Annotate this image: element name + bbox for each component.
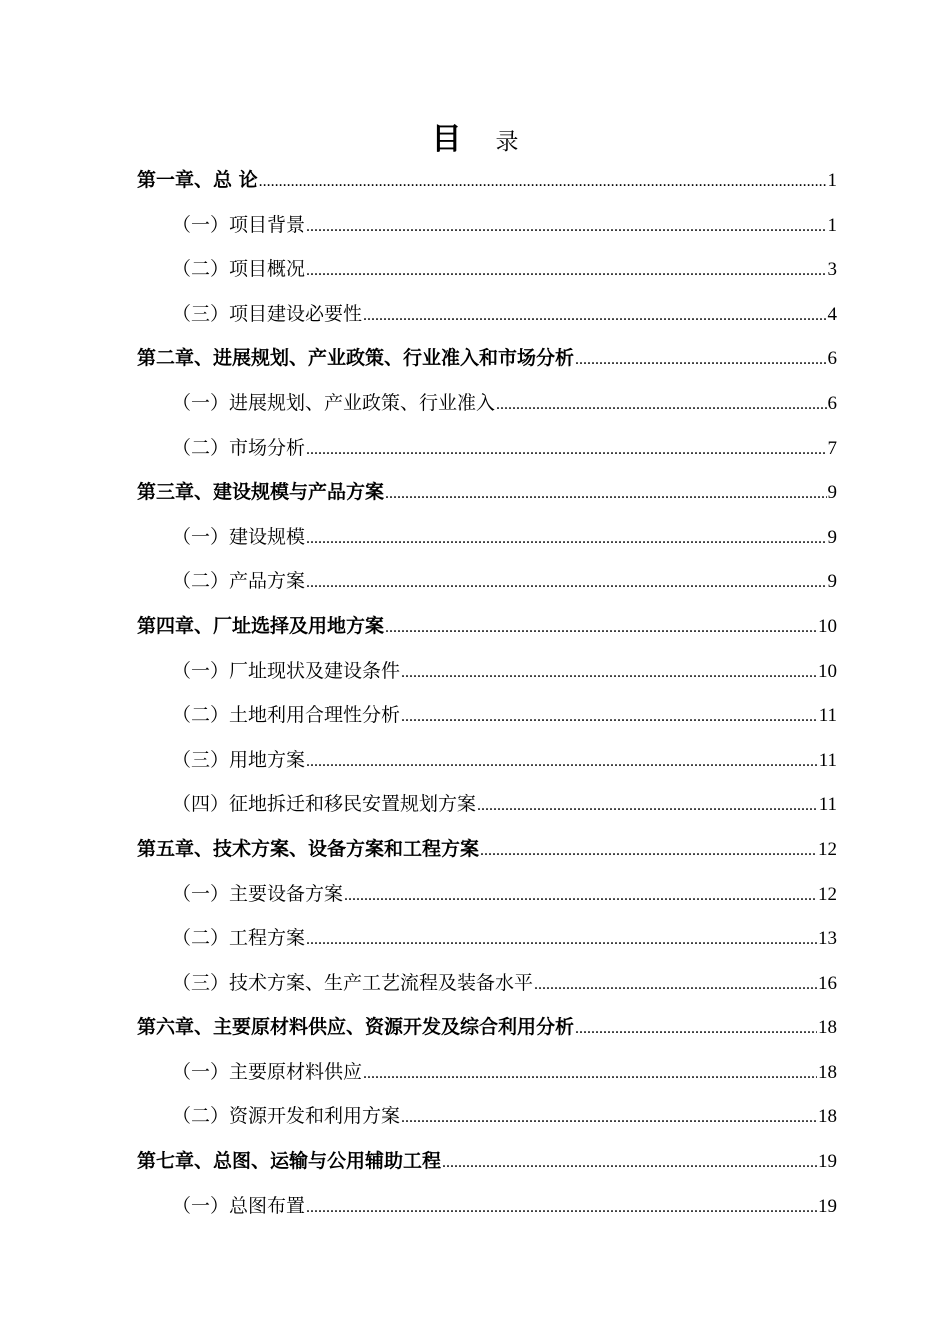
toc-entry-label: （一）主要设备方案 xyxy=(172,882,344,905)
toc-chapter-entry[interactable] xyxy=(137,1139,837,1184)
toc-section-entry[interactable] xyxy=(137,649,837,694)
toc-entry-label: 第七章、总图、运输与公用辅助工程 xyxy=(137,1150,442,1173)
toc-page-number: 12 xyxy=(818,838,837,860)
toc-page-number: 19 xyxy=(818,1151,837,1173)
toc-entry-label: （四）征地拆迁和移民安置规划方案 xyxy=(172,793,477,816)
toc-dot-leader xyxy=(401,651,817,696)
toc-chapter-entry[interactable] xyxy=(137,1005,837,1050)
toc-entry-label: （一）进展规划、产业政策、行业准入 xyxy=(172,391,496,414)
toc-page-number: 3 xyxy=(827,259,837,281)
toc-dot-leader xyxy=(385,472,826,517)
toc-entry-label: （三）项目建设必要性 xyxy=(172,302,363,325)
toc-dot-leader xyxy=(401,1096,817,1141)
toc-page-number: 12 xyxy=(818,883,837,905)
toc-section-entry[interactable] xyxy=(137,961,837,1006)
toc-entry-label: （二）资源开发和利用方案 xyxy=(172,1105,401,1128)
toc-page-number: 9 xyxy=(827,482,837,504)
toc-dot-leader xyxy=(259,160,827,205)
toc-page-number: 11 xyxy=(818,705,837,727)
toc-page-number: 10 xyxy=(818,660,837,682)
toc-page-number: 18 xyxy=(818,1017,837,1039)
toc-page-number: 6 xyxy=(827,348,837,370)
toc-chapter-entry[interactable] xyxy=(137,470,837,515)
toc-entry-label: （三）技术方案、生产工艺流程及装备水平 xyxy=(172,971,534,994)
toc-entry-label: 第四章、厂址选择及用地方案 xyxy=(137,614,385,637)
toc-dot-leader xyxy=(442,1141,817,1186)
toc-entry-label: （一）总图布置 xyxy=(172,1194,306,1217)
toc-chapter-entry[interactable] xyxy=(137,336,837,381)
toc-title-part2: 录 xyxy=(495,129,519,155)
toc-dot-leader xyxy=(575,338,826,383)
toc-section-entry[interactable] xyxy=(137,916,837,961)
toc-entry-label: （二）工程方案 xyxy=(172,927,306,950)
toc-dot-leader xyxy=(344,874,817,919)
toc-page-number: 11 xyxy=(818,794,837,816)
toc-title xyxy=(0,114,950,158)
toc-page-number: 9 xyxy=(827,571,837,593)
toc-list xyxy=(137,158,837,1228)
toc-page-number: 1 xyxy=(827,214,837,236)
toc-entry-label: （三）用地方案 xyxy=(172,748,306,771)
toc-dot-leader xyxy=(477,784,818,829)
toc-section-entry[interactable] xyxy=(137,292,837,337)
toc-entry-label: 第三章、建设规模与产品方案 xyxy=(137,481,385,504)
toc-section-entry[interactable] xyxy=(137,515,837,560)
toc-page-number: 9 xyxy=(827,526,837,548)
toc-page-number: 7 xyxy=(827,437,837,459)
toc-section-entry[interactable] xyxy=(137,247,837,292)
toc-page-number: 16 xyxy=(818,972,837,994)
toc-chapter-entry[interactable] xyxy=(137,158,837,203)
toc-section-entry[interactable] xyxy=(137,426,837,471)
toc-page-number: 10 xyxy=(818,615,837,637)
toc-title-part1: 目 xyxy=(431,122,462,157)
toc-section-entry[interactable] xyxy=(137,1050,837,1095)
toc-entry-label: 第六章、主要原材料供应、资源开发及综合利用分析 xyxy=(137,1016,575,1039)
toc-entry-label: （二）市场分析 xyxy=(172,436,306,459)
toc-page-number: 1 xyxy=(827,170,837,191)
toc-entry-label: 第二章、进展规划、产业政策、行业准入和市场分析 xyxy=(137,347,575,370)
toc-dot-leader xyxy=(306,740,818,785)
toc-chapter-entry[interactable] xyxy=(137,827,837,872)
toc-dot-leader xyxy=(306,205,826,250)
toc-section-entry[interactable] xyxy=(137,203,837,248)
toc-page-number: 6 xyxy=(827,392,837,414)
toc-entry-label: （一）建设规模 xyxy=(172,525,306,548)
toc-entry-label: （二）项目概况 xyxy=(172,258,306,281)
toc-page-number: 4 xyxy=(827,303,837,325)
toc-entry-label: 第五章、技术方案、设备方案和工程方案 xyxy=(137,837,480,860)
toc-dot-leader xyxy=(306,918,817,963)
toc-dot-leader xyxy=(496,383,826,428)
toc-section-entry[interactable] xyxy=(137,782,837,827)
toc-dot-leader xyxy=(534,963,817,1008)
toc-dot-leader xyxy=(480,829,817,874)
toc-dot-leader xyxy=(385,606,817,651)
toc-dot-leader xyxy=(401,695,818,740)
toc-page-number: 19 xyxy=(818,1195,837,1217)
toc-section-entry[interactable] xyxy=(137,693,837,738)
toc-chapter-entry[interactable] xyxy=(137,604,837,649)
toc-dot-leader xyxy=(306,517,826,562)
toc-dot-leader xyxy=(306,1186,817,1231)
toc-section-entry[interactable] xyxy=(137,559,837,604)
toc-dot-leader xyxy=(363,294,826,339)
toc-section-entry[interactable] xyxy=(137,872,837,917)
toc-dot-leader xyxy=(575,1007,817,1052)
toc-section-entry[interactable] xyxy=(137,381,837,426)
toc-section-entry[interactable] xyxy=(137,1094,837,1139)
toc-page-number: 13 xyxy=(818,928,837,950)
toc-entry-label: （二）产品方案 xyxy=(172,570,306,593)
toc-dot-leader xyxy=(363,1052,817,1097)
toc-page-number: 18 xyxy=(818,1106,837,1128)
toc-dot-leader xyxy=(306,249,826,294)
toc-entry-label: （一）厂址现状及建设条件 xyxy=(172,659,401,682)
toc-dot-leader xyxy=(306,561,826,606)
toc-entry-label: （一）主要原材料供应 xyxy=(172,1060,363,1083)
toc-dot-leader xyxy=(306,428,826,473)
toc-page-number: 18 xyxy=(818,1061,837,1083)
toc-entry-label: （一）项目背景 xyxy=(172,213,306,236)
toc-page-number: 11 xyxy=(818,749,837,771)
toc-entry-label: （二）土地利用合理性分析 xyxy=(172,704,401,727)
toc-entry-label: 第一章、总 论 xyxy=(137,169,258,191)
toc-section-entry[interactable] xyxy=(137,1184,837,1229)
toc-section-entry[interactable] xyxy=(137,738,837,783)
